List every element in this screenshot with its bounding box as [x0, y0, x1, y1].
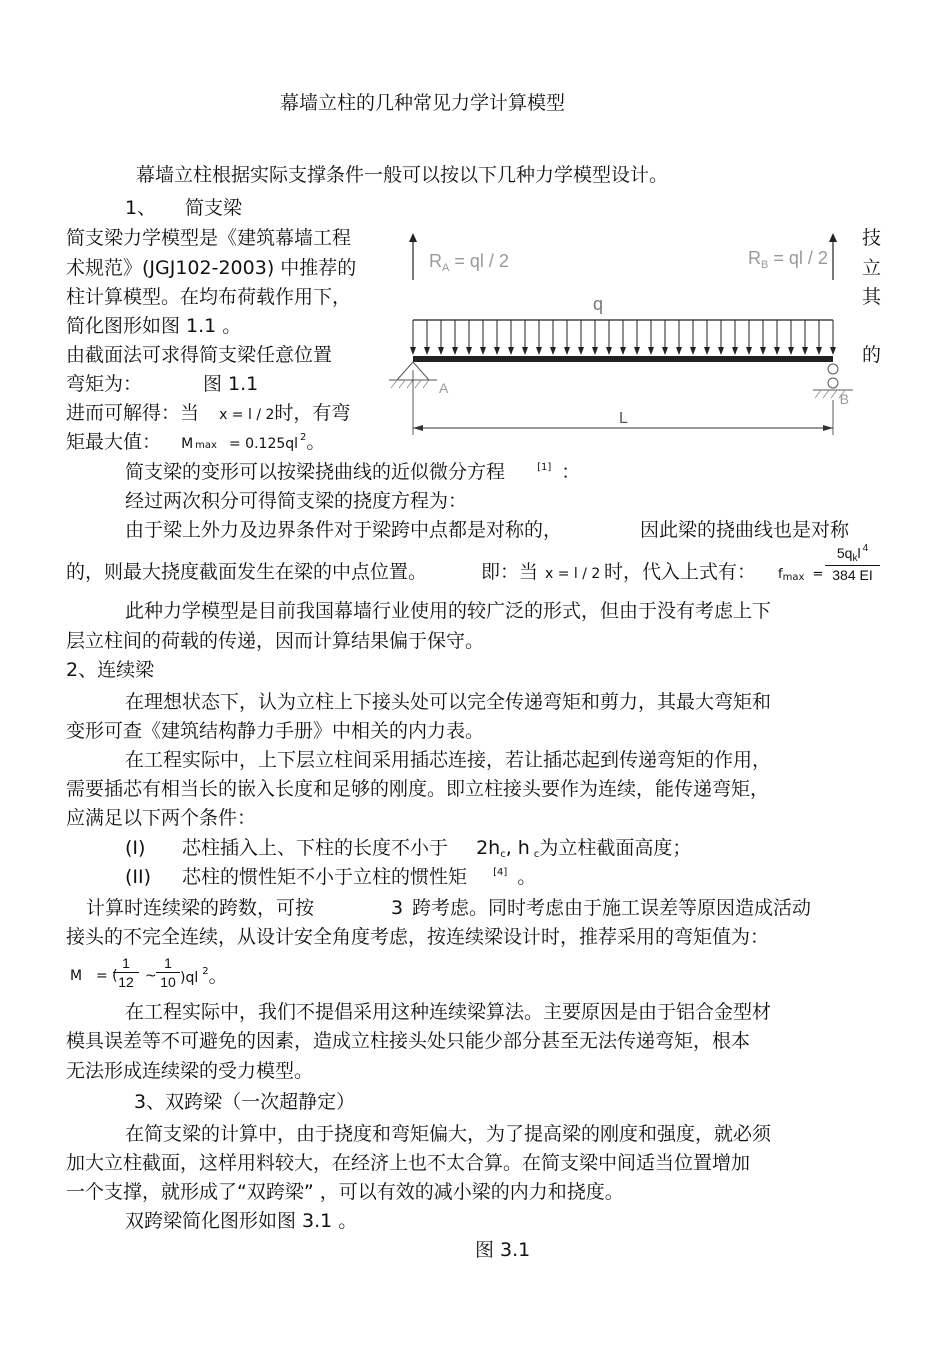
s1-paragraph-3b: 因此梁的挠曲线也是对称 — [640, 519, 850, 541]
s2-p1-line-1: 在理想状态下，认为立柱上下接头处可以完全传递弯矩和剪力，其最大弯矩和 — [125, 691, 772, 713]
load-arrow-head — [592, 347, 598, 355]
s3-p1-line-1: 在简支梁的计算中，由于挠度和弯矩偏大，为了提高梁的刚度和强度，就必须 — [125, 1123, 772, 1145]
s1-line-8-a: 矩最大值： — [66, 431, 162, 453]
section-2-heading: 2、连续梁 — [66, 659, 155, 681]
s1-left-line-2: 术规范》(JGJ102-2003) 中推荐的 — [66, 257, 357, 279]
s1-line-7 — [66, 401, 350, 427]
condition-1-text: 芯柱插入上、下柱的长度不小于 2hc, h c为立柱截面高度； — [182, 837, 692, 860]
s3-p1-line-2: 加大立柱截面，这样用料较大，在经济上也不太合算。在简支梁中间适当位置增加 — [66, 1152, 751, 1174]
load-arrow-head — [662, 347, 668, 355]
load-arrow-head — [690, 347, 696, 355]
load-arrow-head — [466, 347, 472, 355]
load-arrow-head — [480, 347, 486, 355]
reaction-b-label: $R_B$ = ql / 2 — [748, 248, 828, 271]
moment-symbol: M — [181, 436, 194, 452]
s1-paragraph-1 — [125, 460, 580, 488]
condition-2-text: 芯柱的惯性矩不小于立柱的惯性矩 [4] 。 — [182, 866, 537, 888]
reaction-a-label: $R_A$ = ql / 2 — [429, 251, 509, 274]
s2-p4-line-1: 在工程实际中，我们不提倡采用这种连续梁算法。主要原因是由于铝合金型材 — [125, 1001, 772, 1023]
load-arrow-head — [816, 347, 822, 355]
s1-right-char-4: 的 — [862, 344, 882, 366]
reference-1: [1] — [537, 462, 552, 473]
support-a-label: A — [439, 380, 449, 396]
s2-p3-line-2: 接头的不完全连续，从设计安全角度考虑，按连续梁设计时，推荐采用的弯矩值为： — [66, 926, 770, 948]
load-arrow-head — [676, 347, 682, 355]
fraction-one-twelfth: $\frac{1}{12}$ — [113, 955, 139, 991]
load-arrow-head — [704, 347, 710, 355]
s1-line-8-d: 。 — [306, 431, 326, 453]
load-arrow-head — [634, 347, 640, 355]
load-arrow-head — [550, 347, 556, 355]
s1-paragraph-2: 经过两次积分可得简支梁的挠度方程为： — [125, 490, 468, 512]
load-arrow-head — [452, 347, 458, 355]
load-arrow-head — [522, 347, 528, 355]
continuous-moment-tail: )ql $^2$。 — [180, 965, 228, 987]
load-arrow-head — [410, 347, 416, 355]
s1-p1-text: 简支梁的变形可以按梁挠曲线的近似微分方程 — [125, 461, 506, 483]
max-deflection-fraction — [825, 545, 880, 584]
s2-p4-line-2: 模具误差等不可避免的因素，造成立柱接头处只能少部分甚至无法传递弯矩，根本 — [66, 1030, 751, 1052]
figure-3-1-label: 图 3.1 — [475, 1239, 531, 1261]
s1-line-7-formula: x = l / 2 — [219, 407, 275, 423]
load-arrow-head — [648, 347, 654, 355]
s2-p3-line-1b: 跨考虑。同时考虑由于施工误差等原因造成活动 — [412, 897, 812, 919]
distributed-load-label: q — [593, 294, 604, 314]
load-arrow-head — [606, 347, 612, 355]
condition-1-number: (I) — [125, 837, 146, 859]
max-deflection-numerator: $5q_kl$ $^4$ — [825, 545, 880, 566]
load-arrow-head — [620, 347, 626, 355]
s2-p4-line-3: 无法形成连续梁的受力模型。 — [66, 1060, 314, 1082]
s1-line-8 — [66, 430, 325, 458]
intro-paragraph: 幕墙立柱根据实际支撑条件一般可以按以下几种力学模型设计。 — [136, 164, 669, 186]
s1-left-line-6: 弯矩为： — [66, 373, 143, 395]
max-deflection-symbol: fmax = — [778, 567, 824, 583]
load-arrow-head — [494, 347, 500, 355]
s1-paragraph-3c: 的，则最大挠度截面发生在梁的中点位置。 — [66, 561, 428, 583]
continuous-moment-symbol: M — [70, 968, 83, 984]
s1-paragraph-3f: 时，代入上式有： — [604, 561, 757, 583]
load-arrow-head — [718, 347, 724, 355]
section-1-number: 1、 — [125, 197, 157, 219]
s1-paragraph-3d: 即：当 — [481, 561, 539, 583]
load-arrow-head — [774, 347, 780, 355]
s2-p3-line-1a: 计算时连续梁的跨数，可按 — [86, 897, 315, 919]
load-arrow-head — [508, 347, 514, 355]
s3-p2: 双跨梁简化图形如图 3.1 。 — [125, 1210, 358, 1232]
page-title: 幕墙立柱的几种常见力学计算模型 — [280, 92, 566, 114]
s1-line-7-c: 时，有弯 — [274, 402, 351, 424]
section-3-heading: 3、双跨梁（一次超静定） — [134, 1091, 356, 1113]
section-1-heading: 简支梁 — [185, 197, 243, 219]
load-arrow-head — [788, 347, 794, 355]
load-arrow-head — [578, 347, 584, 355]
s2-p2-line-1: 在工程实际中，上下层立柱间采用插芯连接，若让插芯起到传递弯矩的作用， — [125, 749, 772, 771]
simply-supported-beam-diagram — [383, 230, 853, 445]
s2-p2-line-3: 应满足以下两个条件： — [66, 807, 257, 829]
s1-p1-tail: ： — [561, 461, 581, 483]
s3-p1-line-3: 一个支撑，就形成了“双跨梁” ，可以有效的减小梁的内力和挠度。 — [66, 1181, 624, 1203]
s2-p2-line-2: 需要插芯有相当长的嵌入长度和足够的刚度。即立柱接头要作为连续，能传递弯矩， — [66, 778, 770, 800]
moment-subscript: max — [195, 440, 217, 451]
load-arrow-head — [438, 347, 444, 355]
load-arrow-head — [760, 347, 766, 355]
s1-left-line-1: 简支梁力学模型是《建筑幕墙工程 — [66, 227, 352, 249]
s2-p1-line-2: 变形可查《建筑结构静力手册》中相关的内力表。 — [66, 720, 485, 742]
load-arrow-head — [536, 347, 542, 355]
s1-paragraph-4-line-2: 层立柱间的荷载的传递，因而计算结果偏于保守。 — [66, 630, 485, 652]
load-arrow-head — [424, 347, 430, 355]
reference-4: [4] — [493, 867, 508, 878]
load-arrow-head — [802, 347, 808, 355]
max-deflection-denominator: 384 EI — [832, 567, 873, 583]
s1-left-line-3: 柱计算模型。在均布荷载作用下， — [66, 286, 352, 308]
fraction-one-tenth: $\frac{1}{10}$ — [156, 955, 180, 991]
distributed-load-arrows — [410, 320, 836, 355]
s1-paragraph-3e: x = l / 2 — [545, 566, 601, 582]
s2-p3-span-count: 3 — [391, 897, 404, 919]
moment-value: = 0.125ql — [229, 436, 299, 452]
load-arrow-head — [732, 347, 738, 355]
s1-paragraph-4-line-1: 此种力学模型是目前我国幕墙行业使用的较广泛的形式，但由于没有考虑上下 — [125, 600, 772, 622]
moment-exponent: 2 — [300, 432, 307, 443]
s1-paragraph-3a: 由于梁上外力及边界条件对于梁跨中点都是对称的， — [125, 519, 563, 541]
s1-right-char-1: 技 — [862, 227, 882, 249]
support-b-label: B — [839, 391, 849, 407]
continuous-moment-tilde: ~ — [145, 968, 157, 984]
load-arrow-head — [830, 347, 836, 355]
load-arrow-head — [564, 347, 570, 355]
span-length-label: L — [619, 410, 628, 427]
s1-right-char-3: 其 — [862, 286, 882, 308]
condition-2-number: (II) — [125, 866, 152, 888]
figure-1-1-label: 图 1.1 — [203, 373, 259, 395]
s1-left-line-4: 简化图形如图 1.1 。 — [66, 315, 242, 337]
s1-left-line-5: 由截面法可求得简支梁任意位置 — [66, 344, 333, 366]
s1-line-7-a: 进而可解得：当 — [66, 402, 200, 424]
continuous-moment-eq: = ( — [96, 968, 118, 984]
load-arrow-head — [746, 347, 752, 355]
s1-right-char-2: 立 — [862, 257, 882, 279]
